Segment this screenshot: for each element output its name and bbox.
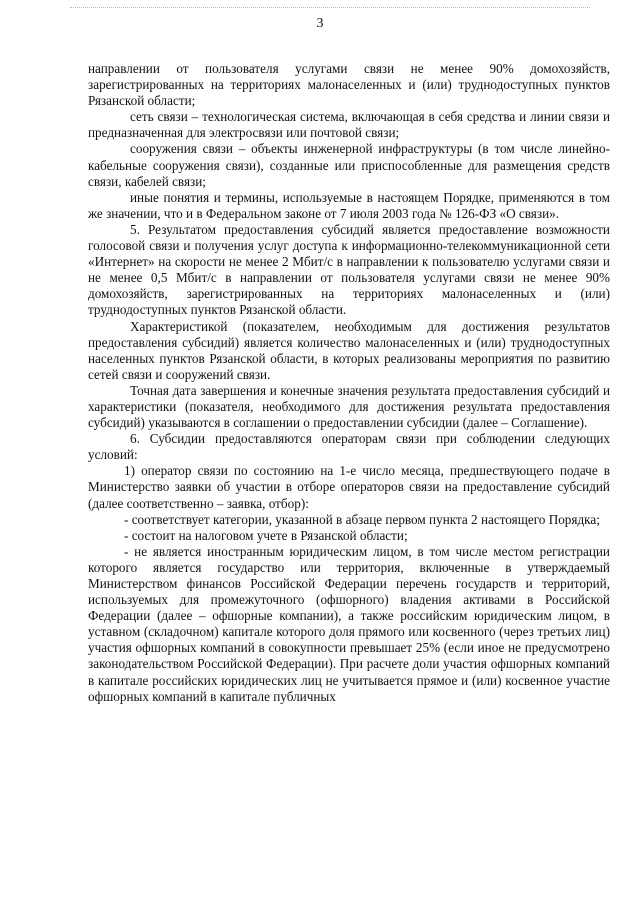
page-number: 3 [316,16,324,31]
clause-6-conditions: 6. Субсидии предоставляются операторам связи при соблюдении следующих условий: [88,431,610,463]
document-body [88,61,610,705]
clause-6-bullet-category: - соответствует категории, указанной в абзаце первом пункта 2 настоящего Порядка; [124,511,600,527]
definition-network: сеть связи – технологическая система, включающая в себя средства и линии связи и предназначенная для электросвязи или почтовой связи; [88,109,610,141]
clause-5-result: 5. Результатом предоставления субсидий является предоставление возможности голосовой связи и получения услуг доступа к информационно-телекоммуникационной сети «Интернет» на скорости не менее 2 Мбит/с в направлении к пользователю услугами связи и не менее 0,5 Мбит/с в направлении от пользователя услугами связи не менее 90% домохозяйств, зарегистрированных на территориях малонаселенных и (или) труднодоступных пунктов Рязанской области. [88,221,610,318]
clause-5-agreement: Точная дата завершения и конечные значения результата предоставления субсидий и характеристики (показателя, необходимого для достижения результата предоставления субсидий) указываются в соглашении о предоставлении субсидии (далее – Соглашение). [88,382,610,431]
definition-facilities: сооружения связи – объекты инженерной инфраструктуры (в том числе линейно-кабельные сооружения связи), созданные или приспособленные для размещения средств связи, кабелей связи; [88,141,610,189]
paragraph-continuation: направлении от пользователя услугами связи не менее 90% домохозяйств, зарегистрированных на территориях малонаселенных и (или) труднодоступных пунктов Рязанской области; [88,61,610,109]
clause-6-bullet-offshore: - не является иностранным юридическим лицом, в том числе местом регистрации которого является государство или территория, включенные в утверждаемый Министерством финансов Российской Федерации перечень государств и территорий, используемых для промежуточного (офшорного) владения активами в Российской Федерации (далее – офшорные компании), а также российским юридическим лицом, в уставном (складочном) капитале которого доля прямого или косвенного (через третьих лиц) участия офшорных компаний в совокупности превышает 25% (если иное не предусмотрено законодательством Российской Федерации). При расчете доли участия офшорных компаний в капитале российских юридических лиц не учитывается прямое и (или) косвенное участие офшорных компаний в капитале публичных [88,543,610,704]
scan-edge-artifact [70,7,590,8]
definition-other-terms: иные понятия и термины, используемые в настоящем Порядке, применяются в том же значении, что и в Федеральном законе от 7 июля 2003 года № 126-ФЗ «О связи». [88,189,610,221]
clause-6-bullet-tax: - состоит на налоговом учете в Рязанской области; [124,527,408,543]
clause-5-characteristic: Характеристикой (показателем, необходимым для достижения результатов предоставления субсидий) является количество малонаселенных и (или) труднодоступных населенных пунктов Рязанской области, в которых реализованы мероприятия по развитию сетей связи и сооружений связи. [88,318,610,382]
clause-6-item-1: 1) оператор связи по состоянию на 1-е число месяца, предшествующего подаче в Министерство заявки об участии в отборе операторов связи на предоставление субсидий (далее соответственно – заявка, отбор): [88,463,610,511]
